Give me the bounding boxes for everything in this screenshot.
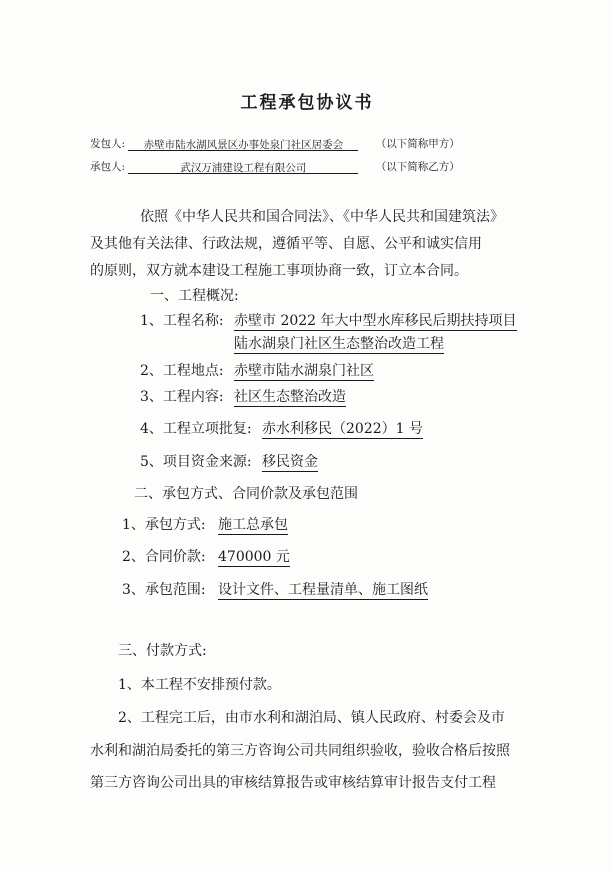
s1-item1-value-line2: 陆水湖泉门社区生态整治改造工程 (234, 336, 444, 352)
s1-item5-label: 5、项目资金来源: (140, 454, 252, 470)
party-b-label: 承包人: (90, 161, 126, 173)
s3-item2-line1: 2、工程完工后，由市水利和湖泊局、镇人民政府、村委会及市 (118, 710, 505, 726)
s3-item2-line3: 第三方咨询公司出具的审核结算报告或审核结算审计报告支付工程 (90, 775, 496, 791)
party-b-row (90, 159, 460, 174)
section-2-heading: 二、承包方式、合同价款及承包范围 (134, 486, 358, 502)
s1-item4-label: 4、工程立项批复: (140, 421, 252, 437)
s1-item2-value: 赤壁市陆水湖泉门社区 (234, 363, 374, 379)
s2-item3-value: 设计文件、工程量清单、施工图纸 (218, 582, 428, 598)
s3-item1: 1、本工程不安排预付款。 (118, 677, 281, 693)
s2-item2-label: 2、合同价款: (122, 549, 206, 565)
s1-item1-value-line1: 赤壁市 2022 年大中型水库移民后期扶持项目 (234, 313, 517, 329)
s2-item2-value: 470000 元 (218, 549, 290, 565)
s1-item4-value: 赤水利移民（2022）1 号 (262, 421, 423, 437)
party-a-row (90, 136, 460, 151)
section-1-heading: 一、工程概况: (150, 288, 239, 304)
s2-item3-label: 3、承包范围: (122, 582, 206, 598)
s2-item1-value: 施工总承包 (218, 517, 288, 533)
intro-line-1: 依照《中华人民共和国合同法》、《中华人民共和国建筑法》 (140, 209, 504, 225)
intro-line-2: 及其他有关法律、行政法规，遵循平等、自愿、公平和诚实信用 (90, 236, 482, 252)
document-title: 工程承包协议书 (240, 93, 374, 113)
s1-item3-value: 社区生态整治改造 (234, 389, 346, 405)
intro-line-3: 的原则，双方就本建设工程施工事项协商一致，订立本合同。 (90, 263, 468, 279)
party-a-note: （以下简称甲方） (375, 138, 460, 150)
party-a-label: 发包人: (90, 138, 126, 150)
s1-item1-label: 1、工程名称: (140, 313, 224, 329)
s2-item1-label: 1、承包方式: (122, 517, 206, 533)
party-b-note: （以下简称乙方） (375, 161, 460, 173)
section-3-heading: 三、付款方式: (118, 643, 207, 659)
s3-item2-line2: 水利和湖泊局委托的第三方咨询公司共同组织验收，验收合格后按照 (90, 743, 510, 759)
s1-item3-label: 3、工程内容: (140, 389, 224, 405)
s1-item5-value: 移民资金 (262, 454, 318, 470)
party-b-value: 武汉万浦建设工程有限公司 (128, 160, 358, 174)
s1-item2-label: 2、工程地点: (140, 363, 224, 379)
party-a-value: 赤壁市陆水湖风景区办事处泉门社区居委会 (128, 137, 358, 151)
